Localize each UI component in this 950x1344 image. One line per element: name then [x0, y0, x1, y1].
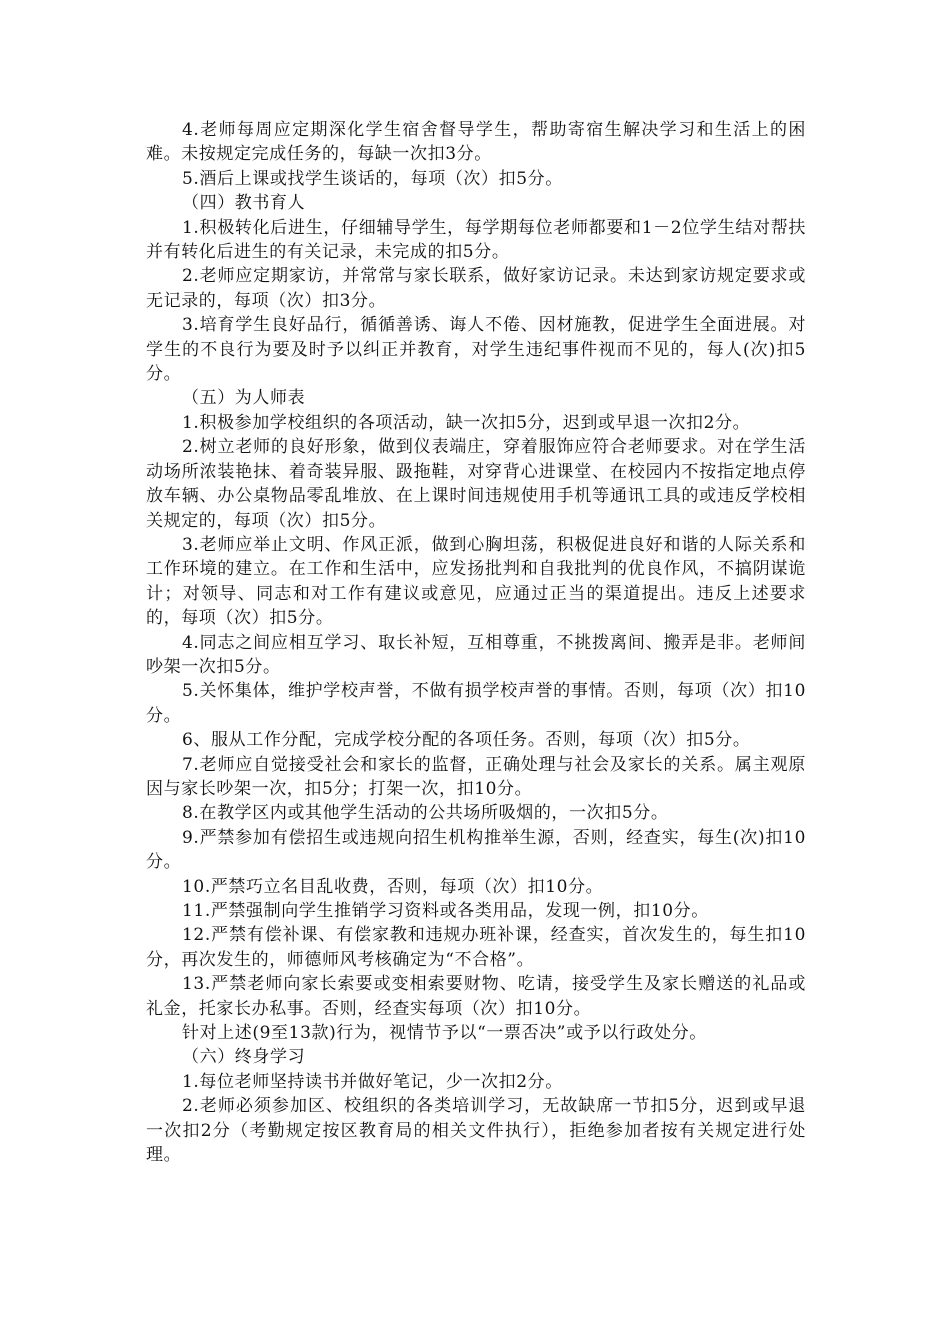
paragraph: 2.老师必须参加区、校组织的各类培训学习，无故缺席一节扣5分，迟到或早退一次扣2分（考勤规定按区教育局的相关文件执行），拒绝参加者按有关规定进行处理。: [146, 1096, 806, 1166]
paragraph: 4.老师每周应定期深化学生宿舍督导学生，帮助寄宿生解决学习和生活上的困难。未按规定完成任务的，每缺一次扣3分。: [146, 120, 806, 165]
paragraph: 7.老师应自觉接受社会和家长的监督，正确处理与社会及家长的关系。属主观原因与家长吵架一次，扣5分；打架一次，扣10分。: [146, 754, 806, 799]
section-heading: （六）终身学习: [182, 1047, 306, 1068]
paragraph: 3.培育学生良好品行，循循善诱、诲人不倦、因材施教，促进学生全面进展。对学生的不良行为要及时予以纠正并教育，对学生违纪事件视而不见的，每人(次)扣5分。: [146, 315, 806, 385]
paragraph: 13.严禁老师向家长索要或变相索要财物、吃请，接受学生及家长赠送的礼品或礼金，托家长办私事。否则，经查实每项（次）扣10分。: [146, 974, 806, 1019]
paragraph: 1.积极转化后进生，仔细辅导学生，每学期每位老师都要和1－2位学生结对帮扶并有转化后进生的有关记录，未完成的扣5分。: [146, 217, 806, 263]
document-page: [146, 118, 806, 1167]
paragraph: 5.酒后上课或找学生谈话的，每项（次）扣5分。: [182, 168, 563, 189]
paragraph: 11.严禁强制向学生推销学习资料或各类用品，发现一例，扣10分。: [182, 901, 709, 921]
paragraph: 针对上述(9至13款)行为，视情节予以“一票否决”或予以行政处分。: [182, 1023, 707, 1044]
paragraph: 1.每位老师坚持读书并做好笔记，少一次扣2分。: [182, 1071, 563, 1092]
paragraph: 5.关怀集体，维护学校声誉，不做有损学校声誉的事情。否则，每项（次）扣10分。: [146, 681, 806, 726]
paragraph: 2.树立老师的良好形象，做到仪表端庄，穿着服饰应符合老师要求。对在学生活动场所浓装艳抹、着奇装异服、趿拖鞋，对穿背心进课堂、在校园内不按指定地点停放车辆、办公桌物品零乱堆放、在上课时间违规使用手机等通讯工具的或违反学校相关规定的，每项（次）扣5分。: [146, 437, 806, 531]
paragraph: 10.严禁巧立名目乱收费，否则，每项（次）扣10分。: [182, 876, 604, 897]
paragraph: 4.同志之间应相互学习、取长补短，互相尊重，不挑拨离间、搬弄是非。老师间吵架一次扣5分。: [146, 632, 806, 677]
paragraph: 2.老师应定期家访，并常常与家长联系，做好家访记录。未达到家访规定要求或无记录的，每项（次）扣3分。: [146, 266, 806, 311]
paragraph: 9.严禁参加有偿招生或违规向招生机构推举生源，否则，经查实，每生(次)扣10分。: [146, 827, 806, 873]
paragraph: 6、服从工作分配，完成学校分配的各项任务。否则，每项（次）扣5分。: [182, 730, 751, 751]
paragraph: 1.积极参加学校组织的各项活动，缺一次扣5分，迟到或早退一次扣2分。: [182, 412, 751, 433]
paragraph: 3.老师应举止文明、作风正派，做到心胸坦荡，积极促进良好和谐的人际关系和工作环境的建立。在工作和生活中，应发扬批判和自我批判的优良作风，不搞阴谋诡计；对领导、同志和对工作有建议或意见，应通过正当的渠道提出。违反上述要求的，每项（次）扣5分。: [146, 534, 806, 629]
section-heading: （四）教书育人: [182, 193, 306, 214]
paragraph: 12.严禁有偿补课、有偿家教和违规办班补课，经查实，首次发生的，每生扣10分，再次发生的，师德师风考核确定为“不合格”。: [146, 925, 806, 970]
paragraph: 8.在教学区内或其他学生活动的公共场所吸烟的，一次扣5分。: [182, 803, 669, 824]
section-heading: （五）为人师表: [182, 388, 306, 409]
